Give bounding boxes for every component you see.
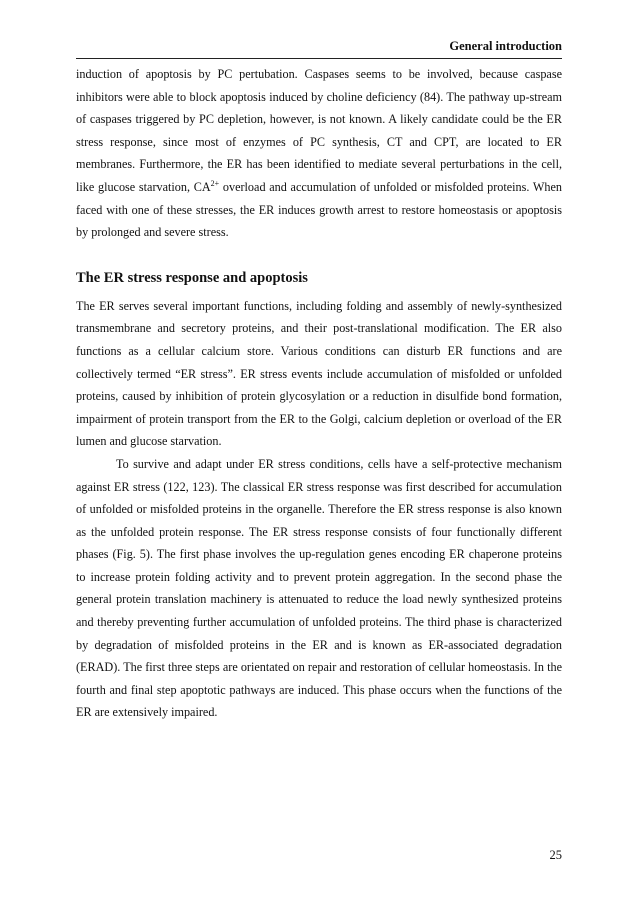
paragraph-1-text-a: induction of apoptosis by PC pertubation. Caspases seems to be involved, because caspase inhibitors were able to block apoptosis induced by choline deficiency (84). The pathway up-stream of caspases triggered by PC depletion, however, is not known. A likely candidate could be the ER stress response, since most of enzymes of PC synthesis, CT and CPT, are located to ER membranes. Furthermore, the ER has been identified to mediate several perturbations in the cell, like glucose starvation, CA: [76, 67, 562, 194]
paragraph-1-text-b: overload and accumulation of unfolded or misfolded proteins. When faced with one of these stresses, the ER induces growth arrest to restore homeostasis or apoptosis by prolonged and severe stress.: [76, 179, 562, 240]
paragraph-er-stress-response: To survive and adapt under ER stress conditions, cells have a self-protective mechanism against ER stress (122, 123). The classical ER stress response was first described for accumulation of unfolded or misfolded proteins in the organelle. Therefore the ER stress response is also known as the unfolded protein response. The ER stress response consists of four functionally different phases (Fig. 5). The first phase involves the up-regulation genes encoding ER chaperone proteins to increase protein folding activity and to prevent protein aggregation. In the second phase the general protein translation machinery is attenuated to reduce the load newly synthesized proteins and thereby preventing further accumulation of unfolded proteins. The third phase is characterized by degradation of misfolded proteins in the ER and is known as ER-associated degradation (ERAD). The first three steps are orientated on repair and restoration of cellular homeostasis. In the fourth and final step apoptotic pathways are induced. This phase occurs when the functions of the ER are extensively impaired.: [76, 456, 562, 720]
running-title: General introduction: [449, 39, 562, 53]
paragraph-apoptosis-pc: [76, 63, 562, 244]
calcium-superscript: 2+: [210, 178, 220, 188]
section-heading: The ER stress response and apoptosis: [76, 269, 308, 286]
page-body: [76, 63, 562, 724]
paragraph-er-functions: The ER serves several important functions, including folding and assembly of newly-synthesized transmembrane and secretory proteins, and their post-translational modification. The ER also functions as a cellular calcium store. Various conditions can disturb ER functions and are collectively termed “ER stress”. ER stress events include accumulation of misfolded or unfolded proteins, caused by inhibition of protein glycosylation or a reduction in disulfide bond formation, impairment of protein transport from the ER to the Golgi, calcium depletion or overload of the ER lumen and glucose starvation.: [76, 298, 562, 449]
page-number: 25: [549, 848, 562, 862]
header-rule: [76, 58, 562, 59]
